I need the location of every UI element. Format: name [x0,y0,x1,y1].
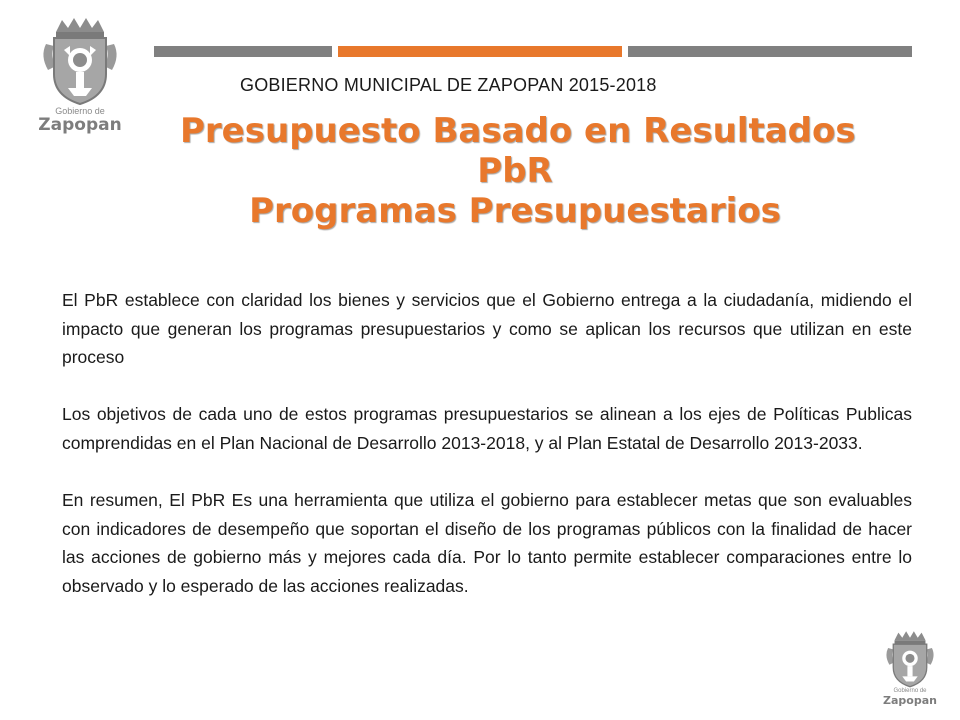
page-title [180,111,856,231]
zapopan-coat-of-arms-icon [34,16,126,106]
paragraph-1: El PbR establece con claridad los bienes y servicios que el Gobierno entrega a la ciudadanía, midiendo el impacto que generan los programas presupuestarios y como se aplican los recursos que utilizan en este proceso [62,290,912,368]
org-title: GOBIERNO MUNICIPAL DE ZAPOPAN 2015-2018 [240,75,657,95]
header-accent-bars [154,46,912,57]
logo-caption-large: Zapopan [38,115,122,135]
footer-zapopan-logo [880,630,940,708]
paragraph-2: Los objetivos de cada uno de estos programas presupuestarios se alinean a los ejes de Políticas Publicas comprendidas en el Plan Nacional de Desarrollo 2013-2018, y al Plan Estatal de Desarrollo 2013-2033. [62,404,912,453]
title-line-1: Presupuesto Basado en Resultados [180,111,856,151]
title-line-3: Programas Presupuestarios [249,191,781,231]
footer-logo-caption-large: Zapopan [883,694,937,707]
zapopan-logo [34,16,126,136]
accent-bar-right [628,46,912,57]
paragraph-3: En resumen, El PbR Es una herramienta que utiliza el gobierno para establecer metas que son evaluables con indicadores de desempeño que soportan el diseño de los programas públicos con la finalidad de hacer las acciones de gobierno más y mejores cada día. Por lo tanto permite establecer comparaciones entre lo observado y lo esperado de las acciones realizadas. [62,490,912,596]
title-line-2: PbR [477,151,553,191]
accent-bar-center [338,46,622,57]
footer-logo-caption-small: Gobierno de [893,688,927,694]
zapopan-coat-of-arms-icon [880,630,940,688]
accent-bar-left [154,46,332,57]
body-text [62,286,912,601]
logo-caption-small: Gobierno de [55,106,105,116]
